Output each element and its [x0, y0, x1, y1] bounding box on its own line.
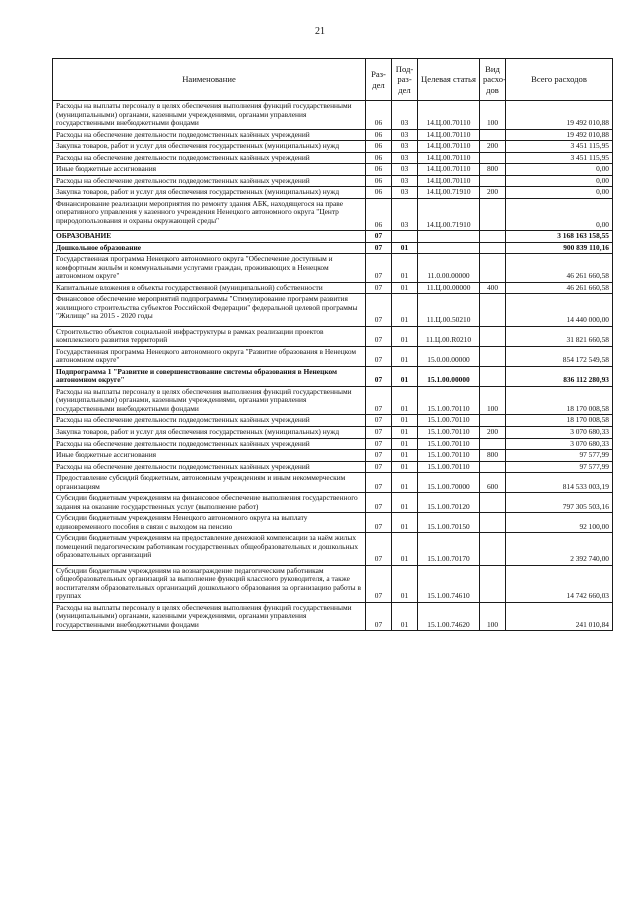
row-target: 15.1.00.70110: [418, 438, 480, 450]
row-podrazdel: 01: [392, 461, 418, 473]
row-podrazdel: 03: [392, 175, 418, 187]
row-name: Расходы на выплаты персоналу в целях обеспечения выполнения функций государственными (муниципальными) органами, казенными учреждениями, органами управления государственными внебюджетными фондами: [53, 386, 366, 415]
row-podrazdel: 01: [392, 473, 418, 493]
row-target: 11.0.00.00000: [418, 254, 480, 283]
row-target: 14.Ц.00.70110: [418, 129, 480, 141]
table-row: [53, 198, 613, 231]
row-vid: 100: [480, 602, 506, 631]
row-total: 2 392 740,00: [506, 533, 613, 566]
row-target: 15.1.00.70110: [418, 450, 480, 462]
row-name: Иные бюджетные ассигнования: [53, 164, 366, 176]
row-podrazdel: 03: [392, 101, 418, 130]
row-podrazdel: 03: [392, 141, 418, 153]
row-razdel: 06: [366, 152, 392, 164]
row-razdel: 07: [366, 242, 392, 254]
row-target: 15.1.00.00000: [418, 366, 480, 386]
row-target: 14.Ц.00.70110: [418, 141, 480, 153]
budget-table: [52, 58, 613, 631]
row-name: Субсидии бюджетным учреждениям на финансовое обеспечение выполнения государственного задания на оказание государственных услуг (выполнение работ): [53, 493, 366, 513]
row-razdel: 07: [366, 294, 392, 327]
row-name: Предоставление субсидий бюджетным, автономным учреждениям и иным некоммерческим организациям: [53, 473, 366, 493]
row-podrazdel: 01: [392, 294, 418, 327]
row-podrazdel: 01: [392, 533, 418, 566]
row-vid: [480, 254, 506, 283]
row-vid: [480, 175, 506, 187]
row-name: Подпрограмма 1 "Развитие и совершенствование системы образования в Ненецком автономном округе": [53, 366, 366, 386]
row-name: Расходы на обеспечение деятельности подведомственных казённых учреждений: [53, 175, 366, 187]
row-total: 31 821 660,58: [506, 326, 613, 346]
row-razdel: 07: [366, 426, 392, 438]
row-target: 15.1.00.70110: [418, 386, 480, 415]
row-vid: 200: [480, 187, 506, 199]
row-vid: 800: [480, 164, 506, 176]
row-total: 0,00: [506, 187, 613, 199]
row-vid: [480, 461, 506, 473]
row-name: Государственная программа Ненецкого автономного округа "Обеспечение доступным и комфортным жильём и коммунальными услугами граждан, проживающих в Ненецком автономном округе": [53, 254, 366, 283]
row-total: 3 070 680,33: [506, 426, 613, 438]
table-row: [53, 254, 613, 283]
row-name: Капитальные вложения в объекты государственной (муниципальной) собственности: [53, 282, 366, 294]
row-vid: [480, 533, 506, 566]
row-target: 14.Ц.00.70110: [418, 101, 480, 130]
row-total: 3 451 115,95: [506, 141, 613, 153]
row-name: Финансирование реализации мероприятия по ремонту здания АБК, находящегося на праве оперативного управления у казенного учреждения Ненецкого автономного округа "Центр природопользования и охраны окружающей среды": [53, 198, 366, 231]
row-razdel: 06: [366, 101, 392, 130]
col-header-total: Всего расходов: [506, 59, 613, 101]
row-vid: 200: [480, 426, 506, 438]
table-row: [53, 438, 613, 450]
row-target: 14.Ц.00.71910: [418, 198, 480, 231]
row-vid: [480, 438, 506, 450]
row-total: 814 533 003,19: [506, 473, 613, 493]
row-total: 0,00: [506, 164, 613, 176]
row-razdel: 06: [366, 198, 392, 231]
row-name: Закупка товаров, работ и услуг для обеспечения государственных (муниципальных) нужд: [53, 141, 366, 153]
table-row: [53, 366, 613, 386]
table-row: [53, 129, 613, 141]
row-razdel: 07: [366, 415, 392, 427]
row-razdel: 07: [366, 602, 392, 631]
row-vid: [480, 242, 506, 254]
row-name: Субсидии бюджетным учреждениям Ненецкого автономного округа на выплату единовременного пособия в связи с выходом на пенсию: [53, 513, 366, 533]
row-name: Расходы на обеспечение деятельности подведомственных казённых учреждений: [53, 415, 366, 427]
row-name: Расходы на выплаты персоналу в целях обеспечения выполнения функций государственными (муниципальными) органами, казенными учреждениями, органами управления государственными внебюджетными фондами: [53, 101, 366, 130]
table-body: [53, 101, 613, 631]
row-vid: [480, 513, 506, 533]
row-razdel: 06: [366, 175, 392, 187]
col-header-razdel: Раз-дел: [366, 59, 392, 101]
row-razdel: 07: [366, 565, 392, 602]
row-vid: 100: [480, 101, 506, 130]
row-total: 241 010,84: [506, 602, 613, 631]
row-name: Государственная программа Ненецкого автономного округа "Развитие образования в Ненецком автономном округе": [53, 346, 366, 366]
row-total: 3 451 115,95: [506, 152, 613, 164]
row-vid: 400: [480, 282, 506, 294]
row-target: 15.1.00.74620: [418, 602, 480, 631]
row-podrazdel: 01: [392, 254, 418, 283]
row-target: 11.Ц.00.R0210: [418, 326, 480, 346]
row-razdel: 07: [366, 326, 392, 346]
row-razdel: 07: [366, 231, 392, 243]
row-vid: [480, 294, 506, 327]
table-row: [53, 565, 613, 602]
row-vid: [480, 326, 506, 346]
row-name: Субсидии бюджетным учреждениям на предоставление денежной компенсации за наём жилых помещений педагогическим работникам государственных общеобразовательных и дошкольных образовательных организаций: [53, 533, 366, 566]
table-row: [53, 141, 613, 153]
row-name: Расходы на обеспечение деятельности подведомственных казённых учреждений: [53, 152, 366, 164]
table-row: [53, 294, 613, 327]
row-total: 0,00: [506, 175, 613, 187]
row-target: 15.1.00.70000: [418, 473, 480, 493]
col-header-target: Целевая статья: [418, 59, 480, 101]
row-target: 15.1.00.70110: [418, 415, 480, 427]
row-vid: 100: [480, 386, 506, 415]
table-row: [53, 175, 613, 187]
row-podrazdel: 03: [392, 198, 418, 231]
row-podrazdel: 01: [392, 346, 418, 366]
row-vid: [480, 415, 506, 427]
row-target: 14.Ц.00.70110: [418, 152, 480, 164]
table-row: [53, 152, 613, 164]
table-row: [53, 386, 613, 415]
row-razdel: 06: [366, 141, 392, 153]
row-podrazdel: 03: [392, 187, 418, 199]
table-row: [53, 101, 613, 130]
row-total: 46 261 660,58: [506, 282, 613, 294]
row-target: 15.1.00.70150: [418, 513, 480, 533]
row-vid: 600: [480, 473, 506, 493]
row-razdel: 07: [366, 438, 392, 450]
row-podrazdel: 03: [392, 129, 418, 141]
row-vid: [480, 493, 506, 513]
row-vid: [480, 366, 506, 386]
row-vid: [480, 565, 506, 602]
col-header-vid: Вид расхо-дов: [480, 59, 506, 101]
col-header-name: Наименование: [53, 59, 366, 101]
row-vid: [480, 346, 506, 366]
table-row: [53, 461, 613, 473]
row-total: 18 170 008,58: [506, 386, 613, 415]
table-row: [53, 346, 613, 366]
row-total: 836 112 280,93: [506, 366, 613, 386]
table-row: [53, 282, 613, 294]
table-row: [53, 231, 613, 243]
row-vid: [480, 198, 506, 231]
row-name: Закупка товаров, работ и услуг для обеспечения государственных (муниципальных) нужд: [53, 426, 366, 438]
row-target: 14.Ц.00.71910: [418, 187, 480, 199]
row-razdel: 06: [366, 187, 392, 199]
row-razdel: 07: [366, 450, 392, 462]
row-vid: [480, 152, 506, 164]
row-target: 15.1.00.70170: [418, 533, 480, 566]
row-podrazdel: 01: [392, 602, 418, 631]
row-target: 11.Ц.00.00000: [418, 282, 480, 294]
row-razdel: 07: [366, 346, 392, 366]
row-podrazdel: 01: [392, 450, 418, 462]
row-name: Финансовое обеспечение мероприятий подпрограммы "Стимулирование программ развития жилищного строительства субъектов Российской Федерации" федеральной целевой программы "Жилище" на 2015 - 2020 годы: [53, 294, 366, 327]
row-podrazdel: 03: [392, 152, 418, 164]
row-razdel: 07: [366, 473, 392, 493]
row-vid: 800: [480, 450, 506, 462]
table-row: [53, 450, 613, 462]
row-vid: 200: [480, 141, 506, 153]
row-target: 15.1.00.70120: [418, 493, 480, 513]
row-razdel: 07: [366, 533, 392, 566]
row-total: 18 170 008,58: [506, 415, 613, 427]
row-name: Расходы на выплаты персоналу в целях обеспечения выполнения функций государственными (муниципальными) органами, казенными учреждениями, органами управления государственными внебюджетными фондами: [53, 602, 366, 631]
row-target: 14.Ц.00.70110: [418, 175, 480, 187]
row-name: Субсидии бюджетным учреждениям на вознаграждение педагогическим работникам общеобразовательных организаций за выполнение функций классного руководителя, а также воспитателям образовательных организаций дошкольного образования за организацию работы в группах: [53, 565, 366, 602]
row-podrazdel: 01: [392, 493, 418, 513]
row-razdel: 06: [366, 164, 392, 176]
table-row: [53, 493, 613, 513]
row-name: Закупка товаров, работ и услуг для обеспечения государственных (муниципальных) нужд: [53, 187, 366, 199]
table-row: [53, 164, 613, 176]
row-podrazdel: 01: [392, 415, 418, 427]
row-podrazdel: 01: [392, 282, 418, 294]
row-target: 15.1.00.70110: [418, 461, 480, 473]
row-razdel: 07: [366, 254, 392, 283]
table-row: [53, 326, 613, 346]
table-header-row: [53, 59, 613, 101]
row-total: 3 070 680,33: [506, 438, 613, 450]
row-podrazdel: 01: [392, 565, 418, 602]
row-vid: [480, 129, 506, 141]
table-row: [53, 187, 613, 199]
row-razdel: 07: [366, 282, 392, 294]
row-total: 92 100,00: [506, 513, 613, 533]
row-podrazdel: 01: [392, 366, 418, 386]
table-row: [53, 473, 613, 493]
row-name: Иные бюджетные ассигнования: [53, 450, 366, 462]
col-header-podrazdel: Под-раз-дел: [392, 59, 418, 101]
table-row: [53, 513, 613, 533]
row-razdel: 07: [366, 386, 392, 415]
row-razdel: 07: [366, 513, 392, 533]
row-total: 900 839 110,16: [506, 242, 613, 254]
row-razdel: 07: [366, 461, 392, 473]
row-podrazdel: [392, 231, 418, 243]
table-row: [53, 242, 613, 254]
row-total: 0,00: [506, 198, 613, 231]
row-razdel: 06: [366, 129, 392, 141]
table-row: [53, 533, 613, 566]
row-total: 97 577,99: [506, 450, 613, 462]
row-total: 14 440 000,00: [506, 294, 613, 327]
page-number: 21: [315, 26, 325, 37]
row-name: Строительство объектов социальной инфраструктуры в рамках реализации проектов комплексного развития территорий: [53, 326, 366, 346]
row-target: [418, 242, 480, 254]
row-target: 11.Ц.00.50210: [418, 294, 480, 327]
row-total: 97 577,99: [506, 461, 613, 473]
row-name: Расходы на обеспечение деятельности подведомственных казённых учреждений: [53, 129, 366, 141]
row-name: ОБРАЗОВАНИЕ: [53, 231, 366, 243]
table-row: [53, 602, 613, 631]
row-target: 14.Ц.00.70110: [418, 164, 480, 176]
row-razdel: 07: [366, 493, 392, 513]
row-total: 19 492 010,88: [506, 129, 613, 141]
row-total: 46 261 660,58: [506, 254, 613, 283]
row-podrazdel: 01: [392, 513, 418, 533]
row-total: 854 172 549,58: [506, 346, 613, 366]
row-total: 3 168 163 158,55: [506, 231, 613, 243]
table-row: [53, 426, 613, 438]
row-podrazdel: 01: [392, 242, 418, 254]
row-total: 797 305 503,16: [506, 493, 613, 513]
table-row: [53, 415, 613, 427]
row-target: 15.1.00.70110: [418, 426, 480, 438]
row-podrazdel: 01: [392, 326, 418, 346]
row-name: Расходы на обеспечение деятельности подведомственных казённых учреждений: [53, 461, 366, 473]
row-total: 19 492 010,88: [506, 101, 613, 130]
row-name: Расходы на обеспечение деятельности подведомственных казённых учреждений: [53, 438, 366, 450]
row-target: 15.1.00.74610: [418, 565, 480, 602]
row-target: [418, 231, 480, 243]
row-target: 15.0.00.00000: [418, 346, 480, 366]
row-podrazdel: 01: [392, 426, 418, 438]
row-name: Дошкольное образование: [53, 242, 366, 254]
row-total: 14 742 660,03: [506, 565, 613, 602]
row-razdel: 07: [366, 366, 392, 386]
row-podrazdel: 01: [392, 438, 418, 450]
row-podrazdel: 03: [392, 164, 418, 176]
row-vid: [480, 231, 506, 243]
row-podrazdel: 01: [392, 386, 418, 415]
